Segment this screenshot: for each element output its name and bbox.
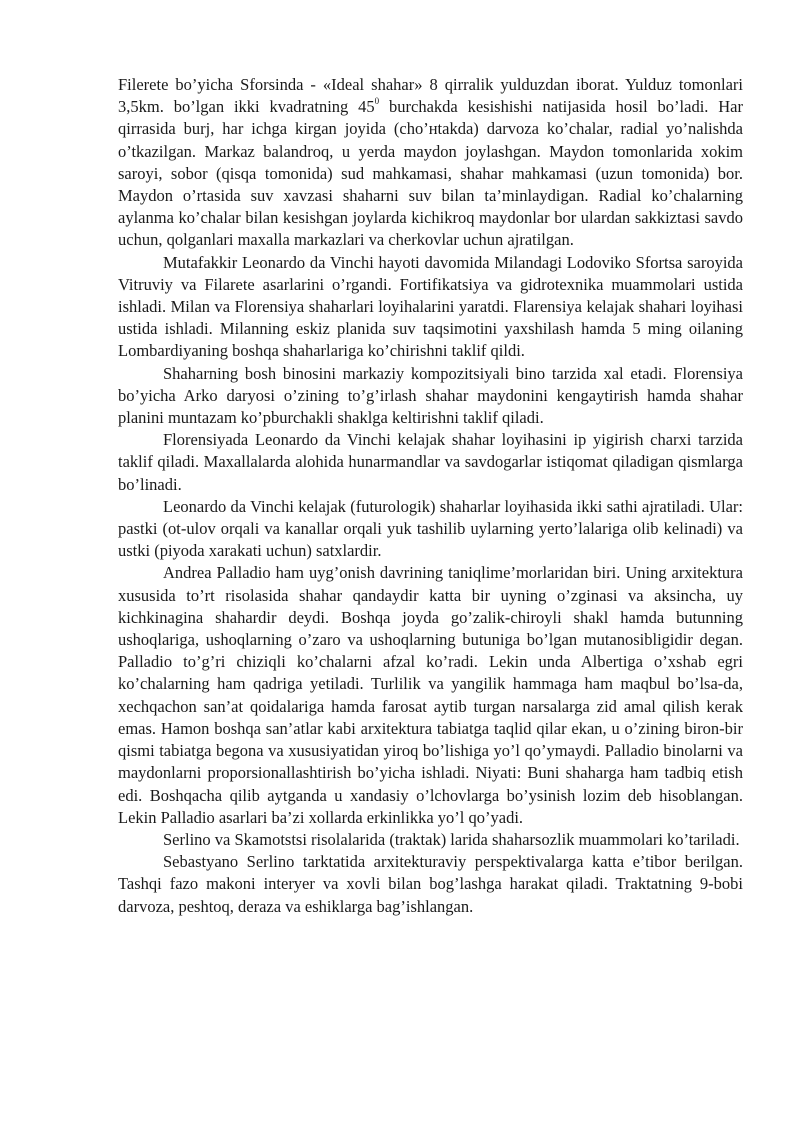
paragraph-7: Serlino va Skamotstsi risolalarida (traktak) larida shaharsozlik muammolari ko’tariladi. <box>163 829 740 849</box>
paragraph-8: Sebastyano Serlino tarktatida arxitekturaviy perspektivalarga katta e’tibor berilgan. Tashqi fazo makoni interyer va xovli bilan bog’lashga harakat qiladi. Traktatning 9-bobi darvoza, peshtoq, deraza va eshiklarga bag’ishlangan. <box>118 852 743 916</box>
paragraph-2: Mutafakkir Leonardo da Vinchi hayoti davomida Milandagi Lodoviko Sfortsa saroyida Vitruviy va Filarete asarlarini o’rgandi. Fortifikatsiya va gidrotexnika muammolari ustida ishladi. Milan va Florensiya shaharlari loyihalarini yaratdi. Flarensiya kelajak shahari loyihasi ustida ishladi. Milanning eskiz planida suv taqsimotini yaxshilash hamda 5 ming oilaning Lombardiyaning boshqa shaharlariga ko’chirishni taklif qildi. <box>118 252 743 361</box>
degree-superscript: 0 <box>374 96 380 107</box>
paragraph-5: Leonardo da Vinchi kelajak (futurologik) shaharlar loyihasida ikki sathi ajratiladi. Ular: pastki (ot-ulov orqali va kanallar orqali yuk tashilib uylarning yerto’lalariga olib kelinadi) va ustki (piyoda xarakati uchun) satxlardir. <box>118 496 743 561</box>
paragraph-4: Florensiyada Leonardo da Vinchi kelajak shahar loyihasini ip yigirish charxi tarzida taklif qiladi. Maxallalarda alohida hunarmandlar va savdogarlar istiqomat qiladigan qismlarga bo’linadi. <box>118 430 743 494</box>
paragraph-1-text-a: Filerete bo’yicha Sforsinda - «Ideal shahar» 8 qirralik yulduzdan iborat. Yulduz tomonlari 3,5km. bo’lgan ikki kvadratning 45 <box>118 75 743 117</box>
paragraph-6: Andrea Palladio ham uyg’onish davrining taniqlime’morlaridan biri. Uning arxitektura xususida to’rt risolasida shahar qandaydir katta bir uyning o’zginasi va aksincha, uy kichkinagina shahardir deydi. Boshqa joyda go’zalik-chiroyli shakl hamda butunning ushoqlariga, ushoqlarning o’zaro va ushoqlarning butuniga bo’lgan mutanosibligidir degan. Palladio to’g’ri chiziqli ko’chalarni afzal ko’radi. Lekin unda Albertiga o’xshab egri ko’chalarning ham qadriga yetiladi. Turlilik va yangilik hammaga ham maqbul bo’lsa-da, xechqachon san’at qoidalariga hamda farosat aytib turgan narsalarga zid amal qilish kerak emas. Hamon boshqa san’atlar kabi arxitektura tabiatga taqlid qilar ekan, u o’zining biron-bir qismi tabiatga begona va xususiyatidan yiroq bo’lishiga yo’l qo’ymaydi. Palladio binolarni va maydonlarni proporsionallashtirish bo’yicha ishladi. Niyati: Buni shaharga ham tadbiq etish edi. Boshqacha qilib aytganda u xandasiy o’lchovlarga bo’ysinish lozim deb hisoblangan. Lekin Palladio asarlari ba’zi xollarda erkinlikka yo’l qo’yadi. <box>118 563 743 827</box>
paragraph-3: Shaharning bosh binosini markaziy kompozitsiyali bino tarzida xal etadi. Florensiya bo’yicha Arko daryosi o’zining to’g’irlash shahar maydonini kengaytirish hamda shahar planini muntazam ko’pburchakli shaklga keltirishni taklif qiladi. <box>118 363 743 428</box>
paragraph-1-text-b: burchakda kesishishi natijasida hosil bo’ladi. Har qirrasida burj, har ichga kirgan joyida (cho’нtakda) darvoza ko’chalar, radial yo’nalishda o’tkazilgan. Markaz balandroq, u yerda maydon joylashgan. Maydon tomonlarida xokim saroyi, sobor (qisqa tomonida) sud mahkamasi, shahar mahkamasi (uzun tomonida) bor. Maydon o’rtasida suv xavzasi shaharni suv bilan ta’minlaydigan. Radial ko’chalarning aylanma ko’chalar bilan kesishgan joylarda kichikroq maydonlar bor ulardan sakkiztasi savdo uchun, qolganlari maxalla markazlari va cherkovlar uchun ajratilgan. <box>118 97 743 250</box>
paragraph-1 <box>118 74 743 252</box>
document-page <box>118 74 743 918</box>
